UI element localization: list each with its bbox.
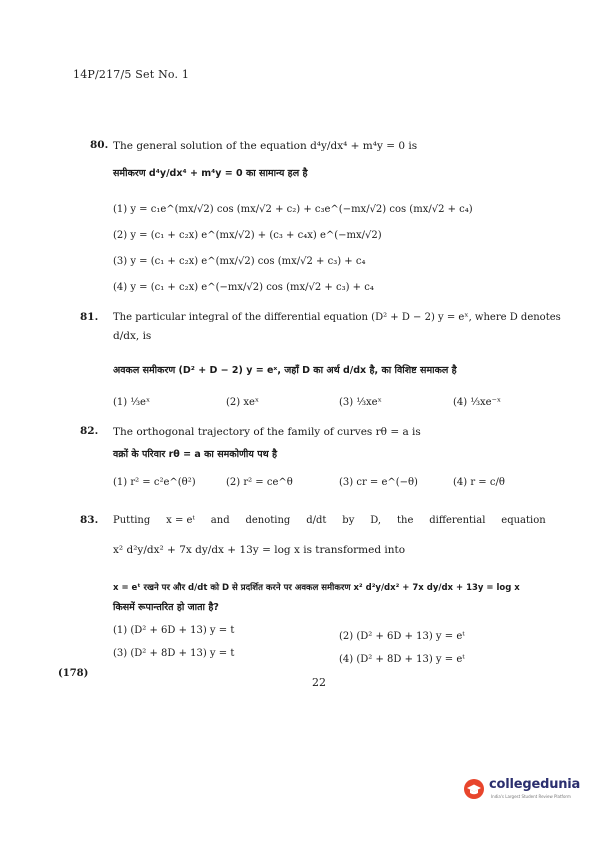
- question-80-option-3[interactable]: (3) y = (c₁ + c₂x) e^(mx/√2) cos (mx/√2 + c₃) + c₄: [113, 256, 366, 267]
- question-81-text-line2: d/dx, is: [113, 330, 152, 342]
- question-82-option-2[interactable]: (2) r² = ce^θ: [226, 477, 293, 488]
- question-83-option-2[interactable]: (2) (D² + 6D + 13) y = eᵗ: [339, 631, 465, 642]
- graduation-cap-icon: [463, 778, 485, 800]
- page-number: 22: [312, 676, 326, 689]
- question-83-text-line2: x² d²y/dx² + 7x dy/dx + 13y = log x is transformed into: [113, 544, 406, 556]
- question-82-option-1[interactable]: (1) r² = c²e^(θ²): [113, 477, 196, 488]
- question-80-hindi: समीकरण d⁴y/dx⁴ + m⁴y = 0 का सामान्य हल है: [113, 168, 308, 179]
- question-83-hindi-line2: किसमें रूपान्तरित हो जाता है?: [113, 602, 219, 613]
- paper-code: 14P/217/5 Set No. 1: [73, 68, 190, 81]
- question-80-option-1[interactable]: (1) y = c₁e^(mx/√2) cos (mx/√2 + c₂) + c₃e^(−mx/√2) cos (mx/√2 + c₄): [113, 204, 473, 215]
- question-83-number: 83.: [80, 514, 99, 526]
- question-83-text-line1: Putting x = eᵗ and denoting d/dt by D, the differential equation: [113, 515, 546, 526]
- question-81-text-line1: The particular integral of the differential equation (D² + D − 2) y = eˣ, where D denotes: [113, 312, 561, 323]
- question-81-hindi: अवकल समीकरण (D² + D − 2) y = eˣ, जहाँ D का अर्थ d/dx है, का विशिष्ट समाकल है: [113, 365, 457, 376]
- question-81-option-3[interactable]: (3) ⅓xeˣ: [339, 397, 382, 408]
- question-80-text: The general solution of the equation d⁴y/dx⁴ + m⁴y = 0 is: [113, 140, 418, 152]
- question-80-number: 80.: [90, 139, 109, 151]
- question-83-option-3[interactable]: (3) (D² + 8D + 13) y = t: [113, 648, 235, 659]
- logo-wordmark: collegedunia: [489, 777, 581, 792]
- logo-tagline: India's Largest Student Review Platform: [491, 794, 571, 799]
- question-82-number: 82.: [80, 425, 99, 437]
- question-81-option-2[interactable]: (2) xeˣ: [226, 397, 260, 408]
- question-81-option-1[interactable]: (1) ⅓eˣ: [113, 397, 151, 408]
- question-82-option-3[interactable]: (3) cr = e^(−θ): [339, 477, 418, 488]
- footer-code: (178): [58, 668, 89, 679]
- question-81-number: 81.: [80, 311, 99, 323]
- question-83-hindi-line1: x = eᵗ रखने पर और d/dt को D से प्रदर्शित करने पर अवकल समीकरण x² d²y/dx² + 7x dy/dx + 13y = log x: [113, 583, 520, 593]
- question-82-hindi: वक्रों के परिवार rθ = a का समकोणीय पथ है: [113, 449, 278, 460]
- question-81-option-4[interactable]: (4) ⅓xe⁻ˣ: [453, 397, 502, 408]
- question-83-option-1[interactable]: (1) (D² + 6D + 13) y = t: [113, 625, 235, 636]
- question-83-option-4[interactable]: (4) (D² + 8D + 13) y = eᵗ: [339, 654, 465, 665]
- question-80-option-2[interactable]: (2) y = (c₁ + c₂x) e^(mx/√2) + (c₃ + c₄x) e^(−mx/√2): [113, 230, 382, 241]
- question-82-option-4[interactable]: (4) r = c/θ: [453, 477, 505, 488]
- question-80-option-4[interactable]: (4) y = (c₁ + c₂x) e^(−mx/√2) cos (mx/√2 + c₃) + c₄: [113, 282, 374, 293]
- question-82-text: The orthogonal trajectory of the family of curves rθ = a is: [113, 426, 421, 438]
- collegedunia-logo[interactable]: [463, 773, 581, 807]
